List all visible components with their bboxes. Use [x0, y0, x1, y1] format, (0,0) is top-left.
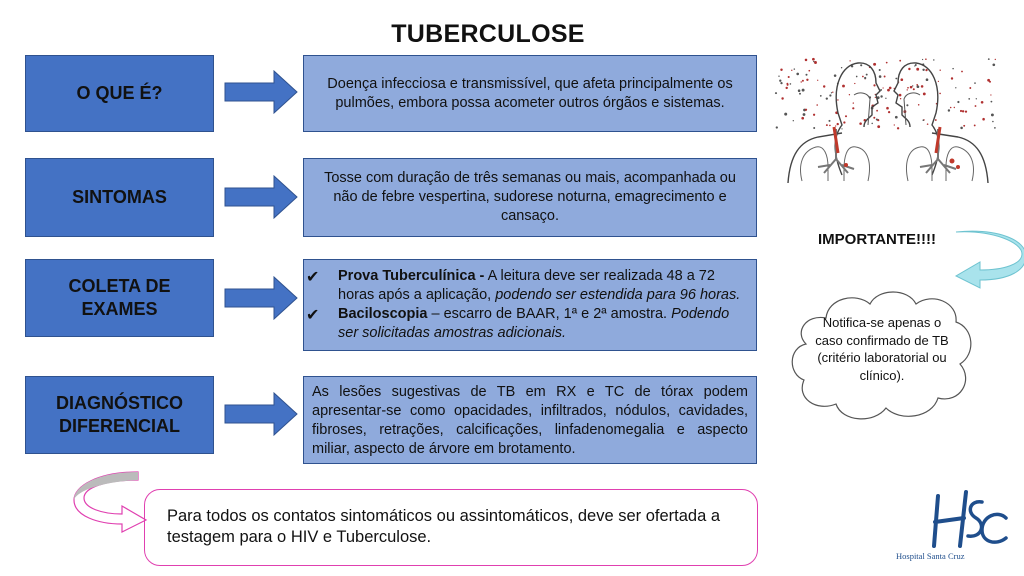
droplet [860, 64, 862, 66]
droplet [873, 84, 875, 86]
droplet [813, 127, 815, 129]
droplet [899, 94, 902, 97]
item-italic: podendo ser estendida para 96 horas. [495, 287, 741, 303]
droplet [975, 105, 977, 107]
droplet [791, 70, 792, 71]
droplet [780, 82, 782, 84]
droplet [885, 98, 886, 99]
bottom-note-box [144, 489, 758, 566]
droplet [938, 81, 939, 82]
list-item [306, 305, 746, 343]
droplet [955, 87, 956, 88]
droplet [981, 101, 984, 104]
droplet [962, 110, 964, 112]
droplet [862, 76, 864, 78]
droplet [886, 107, 889, 110]
droplet [828, 120, 830, 122]
droplet [965, 110, 967, 112]
droplet [864, 77, 866, 79]
label-box-o-que-e [25, 55, 214, 132]
droplet [826, 124, 828, 126]
droplet [933, 59, 934, 60]
droplet [785, 87, 787, 89]
droplet [923, 92, 926, 95]
label-coleta-de-exames: COLETA DE EXAMES [68, 276, 171, 319]
droplet [922, 59, 923, 60]
droplet [801, 81, 802, 82]
droplet [961, 71, 963, 73]
item-italic: Podendo ser solicitadas amostras adicionais. [338, 306, 730, 341]
droplet [852, 107, 854, 109]
droplet [879, 69, 881, 71]
droplet [875, 97, 876, 98]
droplet [880, 95, 882, 97]
droplet [914, 65, 915, 66]
item-text: A leitura deve ser realizada 48 a 72 horas após a aplicação, [338, 268, 715, 303]
droplet [921, 85, 924, 88]
droplet [778, 75, 779, 76]
right-arrow-icon [224, 276, 298, 320]
droplet [908, 68, 910, 70]
droplet [871, 123, 873, 125]
droplet [882, 87, 883, 88]
droplet [805, 109, 807, 111]
droplet [899, 60, 901, 62]
droplet [907, 87, 909, 89]
droplet [992, 121, 994, 123]
droplet [854, 83, 855, 84]
droplet [849, 94, 850, 95]
droplet [922, 69, 924, 71]
item-title: Baciloscopia [338, 306, 428, 322]
droplet [926, 78, 929, 81]
droplet [841, 128, 842, 129]
droplet [829, 125, 831, 127]
droplet [873, 63, 876, 66]
droplet [805, 59, 808, 62]
droplet [951, 77, 953, 79]
droplet [790, 83, 792, 85]
droplet [781, 97, 783, 99]
droplet [794, 68, 795, 69]
droplet [982, 118, 985, 121]
droplet [895, 116, 898, 119]
droplet [842, 85, 845, 88]
curved-arrow-icon [948, 230, 1024, 290]
droplet [990, 94, 991, 95]
droplet [834, 74, 837, 77]
droplet [991, 101, 993, 103]
droplet [837, 99, 838, 100]
droplet [994, 127, 996, 129]
droplet [877, 125, 880, 128]
droplet [788, 76, 790, 78]
droplet [894, 124, 895, 125]
page-title: TUBERCULOSE [391, 20, 585, 48]
droplet [780, 69, 782, 71]
droplet [939, 69, 940, 70]
droplet [801, 117, 804, 120]
right-arrow-icon [224, 392, 298, 436]
droplet [988, 58, 990, 60]
text-o-que-e: Doença infecciosa e transmissível, que afeta principalmente os pulmões, embora possa acometer outros órgãos e sistemas. [327, 75, 733, 111]
droplet [845, 115, 847, 117]
droplet [879, 75, 882, 78]
droplet [829, 94, 831, 96]
droplet [960, 127, 963, 130]
curved-arrow-icon [68, 470, 148, 542]
droplet [876, 119, 878, 121]
droplet [925, 58, 927, 60]
droplet [897, 127, 899, 129]
droplet [802, 80, 804, 82]
label-box-diagnostico-diferencial [25, 376, 214, 454]
droplet [843, 121, 845, 123]
droplet [918, 104, 920, 106]
droplet [806, 79, 808, 81]
droplet [876, 110, 878, 112]
droplet [823, 85, 825, 87]
droplet [992, 63, 995, 66]
droplet [884, 76, 886, 78]
droplet [987, 79, 990, 82]
droplet [927, 123, 929, 125]
droplet [859, 122, 862, 125]
droplet [917, 85, 920, 88]
text-diagnostico-diferencial: As lesões sugestivas de TB em RX e TC de tórax podem apresentar-se como opacidades, infiltrados, nódulos, cavidades, fibroses, retrações, calcificações, linfadenomegalia e aspecto miliar, aspecto de árvore em brotamento. [312, 384, 748, 457]
label-box-sintomas [25, 158, 214, 237]
droplet [968, 98, 970, 100]
label-diagnostico-diferencial: DIAGNÓSTICO DIFERENCIAL [55, 393, 183, 436]
droplet [853, 102, 854, 103]
list-item [306, 267, 746, 305]
droplet [950, 107, 952, 109]
droplet [907, 89, 908, 90]
droplet [900, 78, 903, 81]
item-text: – escarro de BAAR, 1ª e 2ª amostra. [427, 306, 672, 322]
droplet [960, 110, 962, 112]
droplet [995, 59, 996, 60]
droplet [832, 92, 833, 93]
droplet [805, 74, 807, 76]
droplet [826, 97, 828, 99]
droplet [831, 92, 832, 93]
droplet [866, 74, 868, 76]
droplet [886, 62, 888, 64]
droplet [796, 73, 799, 76]
label-box-coleta-de-exames [25, 259, 214, 337]
droplet [963, 125, 965, 127]
droplet [835, 125, 836, 126]
droplet [954, 107, 955, 108]
droplet [837, 123, 839, 125]
text-box-coleta-de-exames [303, 259, 757, 351]
droplet [856, 76, 858, 78]
droplet [873, 117, 875, 119]
lungs-transmission-illustration [772, 55, 1004, 185]
bottom-note-text: Para todos os contatos sintomáticos ou assintomáticos, deve ser ofertada a testagem para o HIV e Tuberculose. [167, 507, 721, 546]
droplet [813, 114, 815, 116]
droplet [820, 95, 822, 97]
droplet [888, 111, 890, 113]
droplet [991, 113, 994, 116]
droplet [776, 126, 778, 128]
droplet [952, 68, 954, 70]
label-sintomas: SINTOMAS [72, 187, 167, 207]
droplet [925, 69, 927, 71]
droplet [895, 78, 897, 80]
droplet [813, 61, 814, 62]
droplet [786, 83, 788, 85]
droplet [906, 104, 908, 106]
text-sintomas: Tosse com duração de três semanas ou mais, acompanhada ou não de febre vespertina, sudorese noturna, emagrecimento e cansaço. [324, 170, 736, 224]
droplet [939, 93, 941, 95]
right-arrow-icon [224, 175, 298, 219]
droplet [923, 119, 925, 121]
droplet [802, 89, 805, 92]
droplet [799, 93, 801, 95]
droplet [798, 89, 801, 92]
hospital-logo [920, 488, 1010, 552]
label-o-que-e: O QUE É? [76, 83, 163, 103]
droplet [784, 113, 787, 116]
droplet [816, 104, 818, 106]
droplet [935, 119, 937, 121]
droplet [969, 87, 971, 89]
droplet [974, 82, 976, 84]
droplet [841, 67, 842, 68]
right-arrow-icon [224, 70, 298, 114]
droplet [849, 60, 850, 61]
checkmark-icon: ✔ [306, 307, 320, 324]
droplet [910, 86, 913, 89]
text-box-diagnostico-diferencial [303, 376, 757, 464]
droplet-particles [775, 58, 996, 130]
droplet [779, 80, 781, 82]
exam-list [304, 260, 756, 343]
droplet [976, 98, 977, 99]
droplet [957, 101, 959, 103]
droplet [803, 113, 806, 116]
droplet [812, 58, 815, 61]
cloud-text: Notifica-se apenas o caso confirmado de TB (critério laboratorial ou clínico). [815, 315, 949, 383]
checkmark-icon: ✔ [306, 269, 320, 286]
droplet [814, 61, 817, 64]
droplet [900, 98, 901, 99]
logo-text: Hospital Santa Cruz [896, 551, 965, 561]
item-title: Prova Tuberculínica - [338, 268, 485, 284]
droplet [912, 85, 913, 86]
droplet [808, 70, 810, 72]
text-box-o-que-e [303, 55, 757, 132]
droplet [887, 89, 890, 92]
droplet [916, 68, 919, 71]
droplet [817, 80, 818, 81]
text-box-sintomas [303, 158, 757, 237]
droplet [913, 88, 915, 90]
droplet [974, 124, 976, 126]
droplet [793, 120, 794, 121]
important-label: IMPORTANTE!!!! [818, 231, 937, 248]
droplet [889, 87, 892, 90]
droplet [775, 92, 777, 94]
droplet [948, 109, 950, 111]
